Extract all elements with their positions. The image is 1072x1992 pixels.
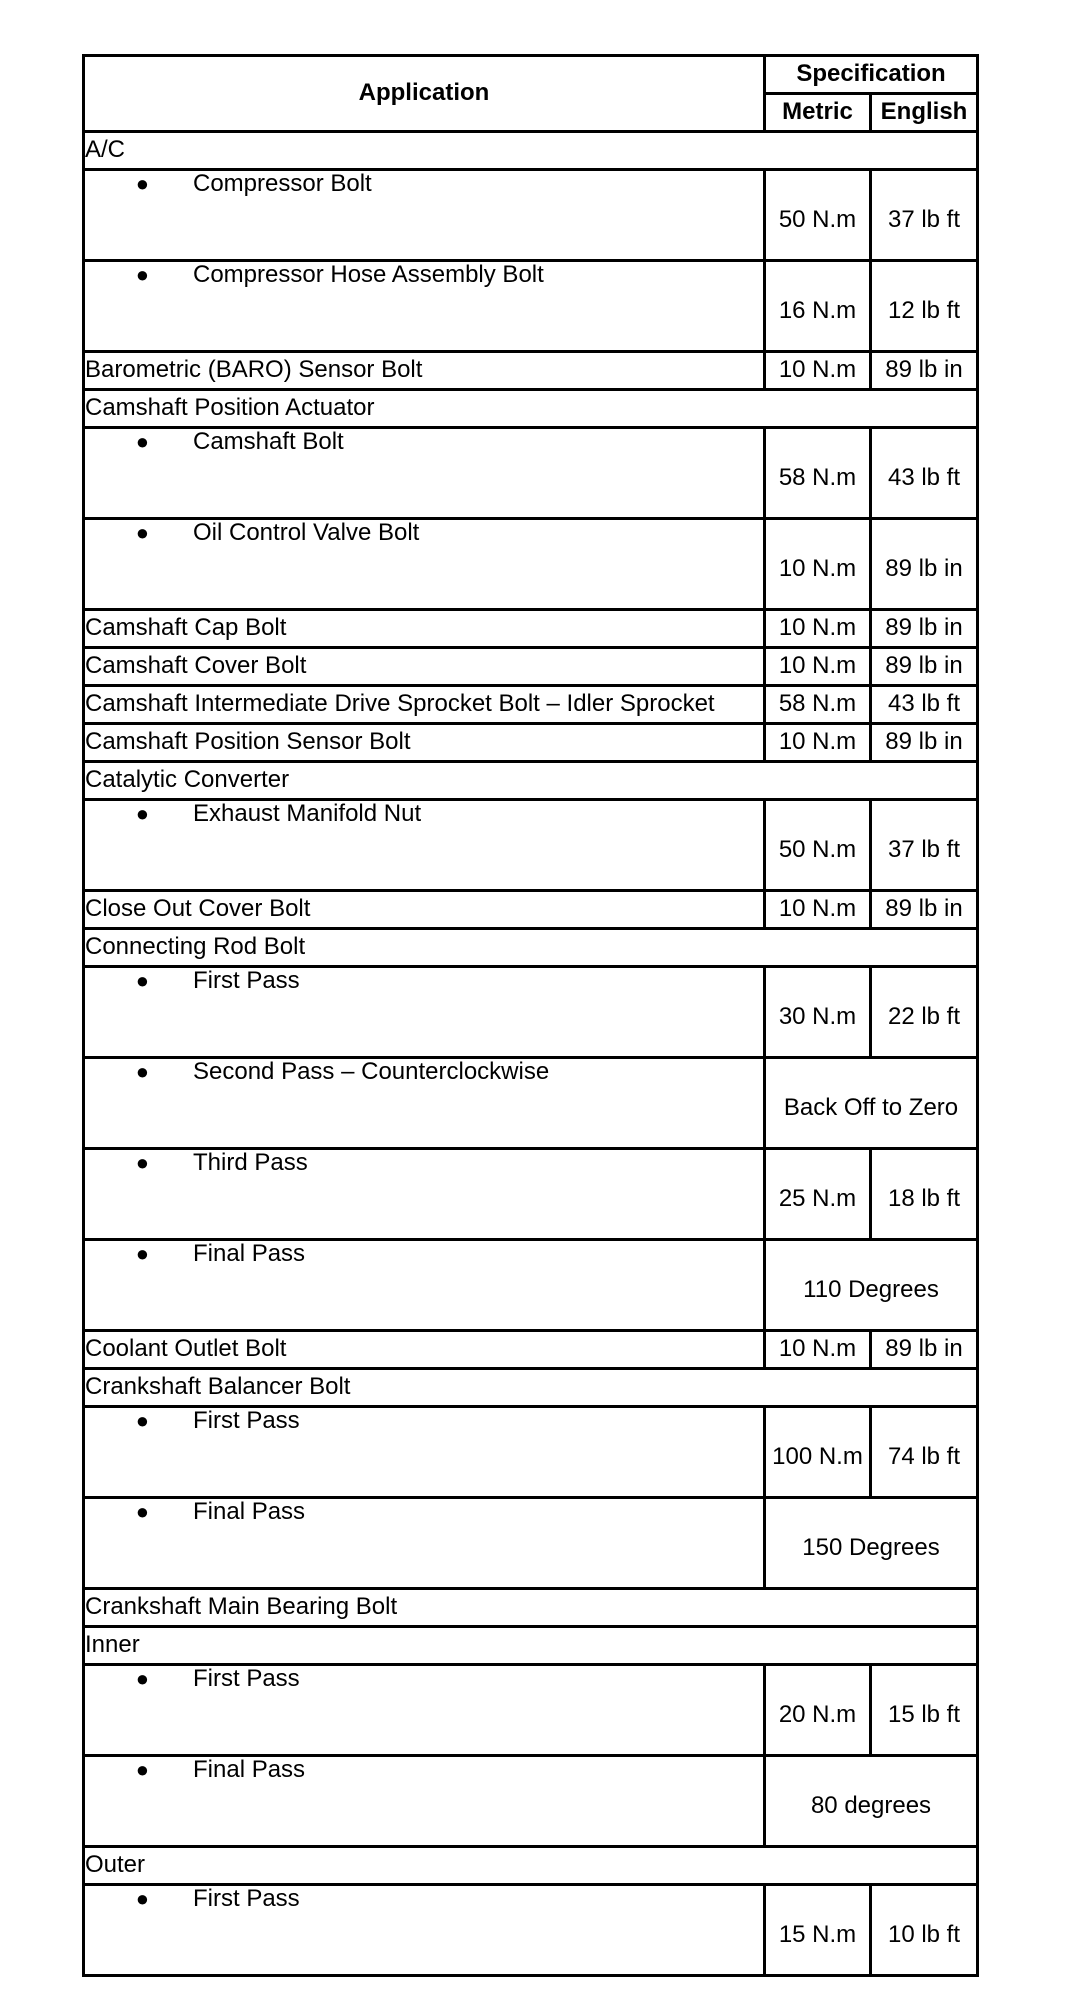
english-header: English	[871, 94, 978, 132]
english-cell: 37 lb ft	[871, 170, 978, 261]
bullet-icon: ●	[135, 801, 149, 826]
metric-cell: 20 N.m	[765, 1665, 871, 1756]
sub-item-row	[84, 1149, 978, 1240]
section-label: A/C	[84, 132, 978, 170]
application-header: Application	[84, 56, 765, 132]
section-row	[84, 762, 978, 800]
metric-cell: 100 N.m	[765, 1407, 871, 1498]
sub-item-label: Final Pass	[193, 1240, 306, 1267]
sub-item-row	[84, 1756, 978, 1847]
sub-item-label: Third Pass	[193, 1149, 308, 1176]
sub-item-cell	[84, 261, 765, 352]
bullet-icon: ●	[135, 1241, 149, 1266]
bullet-icon: ●	[135, 171, 149, 196]
sub-item-label: First Pass	[193, 1407, 300, 1434]
english-cell: 89 lb in	[871, 519, 978, 610]
english-cell: 89 lb in	[871, 610, 978, 648]
section-label: Outer	[84, 1847, 978, 1885]
application-cell: Camshaft Cover Bolt	[84, 648, 765, 686]
section-row	[84, 929, 978, 967]
merged-spec-cell: 110 Degrees	[765, 1240, 978, 1331]
sub-item-label: Exhaust Manifold Nut	[193, 800, 422, 827]
metric-cell: 50 N.m	[765, 800, 871, 891]
sub-item-label: Second Pass – Counterclockwise	[193, 1058, 550, 1085]
english-cell: 43 lb ft	[871, 428, 978, 519]
table-row	[84, 648, 978, 686]
bullet-icon: ●	[135, 1408, 149, 1433]
sub-item-row	[84, 1885, 978, 1976]
english-cell: 89 lb in	[871, 891, 978, 929]
section-row	[84, 1589, 978, 1627]
sub-item-label: First Pass	[193, 967, 300, 994]
table-row	[84, 352, 978, 390]
application-cell: Barometric (BARO) Sensor Bolt	[84, 352, 765, 390]
sub-item-label: Compressor Hose Assembly Bolt	[193, 261, 544, 288]
specification-header: Specification	[765, 56, 978, 94]
sub-item-cell	[84, 170, 765, 261]
section-row	[84, 1847, 978, 1885]
sub-item-row	[84, 800, 978, 891]
bullet-icon: ●	[135, 1059, 149, 1084]
sub-item-label: Final Pass	[193, 1498, 306, 1525]
section-label: Inner	[84, 1627, 978, 1665]
english-cell: 74 lb ft	[871, 1407, 978, 1498]
section-label: Crankshaft Balancer Bolt	[84, 1369, 978, 1407]
metric-cell: 58 N.m	[765, 428, 871, 519]
merged-spec-cell: 80 degrees	[765, 1756, 978, 1847]
sub-item-cell	[84, 519, 765, 610]
bullet-icon: ●	[135, 520, 149, 545]
sub-item-cell	[84, 1058, 765, 1149]
bullet-icon: ●	[135, 429, 149, 454]
application-cell: Camshaft Position Sensor Bolt	[84, 724, 765, 762]
torque-spec-table	[82, 54, 979, 1977]
application-cell: Coolant Outlet Bolt	[84, 1331, 765, 1369]
metric-cell: 10 N.m	[765, 1331, 871, 1369]
english-cell: 10 lb ft	[871, 1885, 978, 1976]
metric-cell: 25 N.m	[765, 1149, 871, 1240]
sub-item-row	[84, 1240, 978, 1331]
sub-item-row	[84, 1498, 978, 1589]
english-cell: 37 lb ft	[871, 800, 978, 891]
section-row	[84, 1369, 978, 1407]
table-row	[84, 686, 978, 724]
bullet-icon: ●	[135, 1757, 149, 1782]
sub-item-cell	[84, 1407, 765, 1498]
metric-cell: 10 N.m	[765, 891, 871, 929]
sub-item-cell	[84, 1885, 765, 1976]
english-cell: 43 lb ft	[871, 686, 978, 724]
sub-item-label: Camshaft Bolt	[193, 428, 344, 455]
sub-item-cell	[84, 967, 765, 1058]
bullet-icon: ●	[135, 1886, 149, 1911]
section-row	[84, 132, 978, 170]
sub-item-cell	[84, 1498, 765, 1589]
english-cell: 89 lb in	[871, 648, 978, 686]
metric-cell: 58 N.m	[765, 686, 871, 724]
sub-item-label: First Pass	[193, 1885, 300, 1912]
sub-item-label: Final Pass	[193, 1756, 306, 1783]
bullet-icon: ●	[135, 968, 149, 993]
english-cell: 15 lb ft	[871, 1665, 978, 1756]
sub-item-row	[84, 261, 978, 352]
sub-item-row	[84, 967, 978, 1058]
sub-item-label: Compressor Bolt	[193, 170, 372, 197]
english-cell: 89 lb in	[871, 1331, 978, 1369]
sub-item-cell	[84, 1240, 765, 1331]
metric-cell: 10 N.m	[765, 352, 871, 390]
section-row	[84, 390, 978, 428]
sub-item-row	[84, 1665, 978, 1756]
sub-item-cell	[84, 1149, 765, 1240]
table-row	[84, 724, 978, 762]
application-cell: Camshaft Intermediate Drive Sprocket Bolt – Idler Sprocket	[84, 686, 765, 724]
section-label: Crankshaft Main Bearing Bolt	[84, 1589, 978, 1627]
application-cell: Camshaft Cap Bolt	[84, 610, 765, 648]
header-row	[84, 56, 978, 94]
table-row	[84, 891, 978, 929]
metric-cell: 50 N.m	[765, 170, 871, 261]
bullet-icon: ●	[135, 1499, 149, 1524]
sub-item-cell	[84, 800, 765, 891]
english-cell: 12 lb ft	[871, 261, 978, 352]
metric-cell: 30 N.m	[765, 967, 871, 1058]
bullet-icon: ●	[135, 262, 149, 287]
metric-header: Metric	[765, 94, 871, 132]
sub-item-row	[84, 1407, 978, 1498]
merged-spec-cell: 150 Degrees	[765, 1498, 978, 1589]
metric-cell: 10 N.m	[765, 610, 871, 648]
bullet-icon: ●	[135, 1666, 149, 1691]
section-label: Camshaft Position Actuator	[84, 390, 978, 428]
sub-item-row	[84, 519, 978, 610]
sub-item-label: First Pass	[193, 1665, 300, 1692]
metric-cell: 10 N.m	[765, 648, 871, 686]
english-cell: 89 lb in	[871, 352, 978, 390]
metric-cell: 10 N.m	[765, 724, 871, 762]
metric-cell: 16 N.m	[765, 261, 871, 352]
application-cell: Close Out Cover Bolt	[84, 891, 765, 929]
sub-item-cell	[84, 428, 765, 519]
metric-cell: 10 N.m	[765, 519, 871, 610]
english-cell: 22 lb ft	[871, 967, 978, 1058]
english-cell: 89 lb in	[871, 724, 978, 762]
sub-item-row	[84, 1058, 978, 1149]
merged-spec-cell: Back Off to Zero	[765, 1058, 978, 1149]
table-row	[84, 1331, 978, 1369]
metric-cell: 15 N.m	[765, 1885, 871, 1976]
sub-item-cell	[84, 1756, 765, 1847]
sub-item-row	[84, 428, 978, 519]
english-cell: 18 lb ft	[871, 1149, 978, 1240]
table-body	[84, 132, 978, 1976]
bullet-icon: ●	[135, 1150, 149, 1175]
table-row	[84, 610, 978, 648]
section-label: Connecting Rod Bolt	[84, 929, 978, 967]
sub-item-row	[84, 170, 978, 261]
sub-item-cell	[84, 1665, 765, 1756]
section-row	[84, 1627, 978, 1665]
section-label: Catalytic Converter	[84, 762, 978, 800]
sub-item-label: Oil Control Valve Bolt	[193, 519, 420, 546]
